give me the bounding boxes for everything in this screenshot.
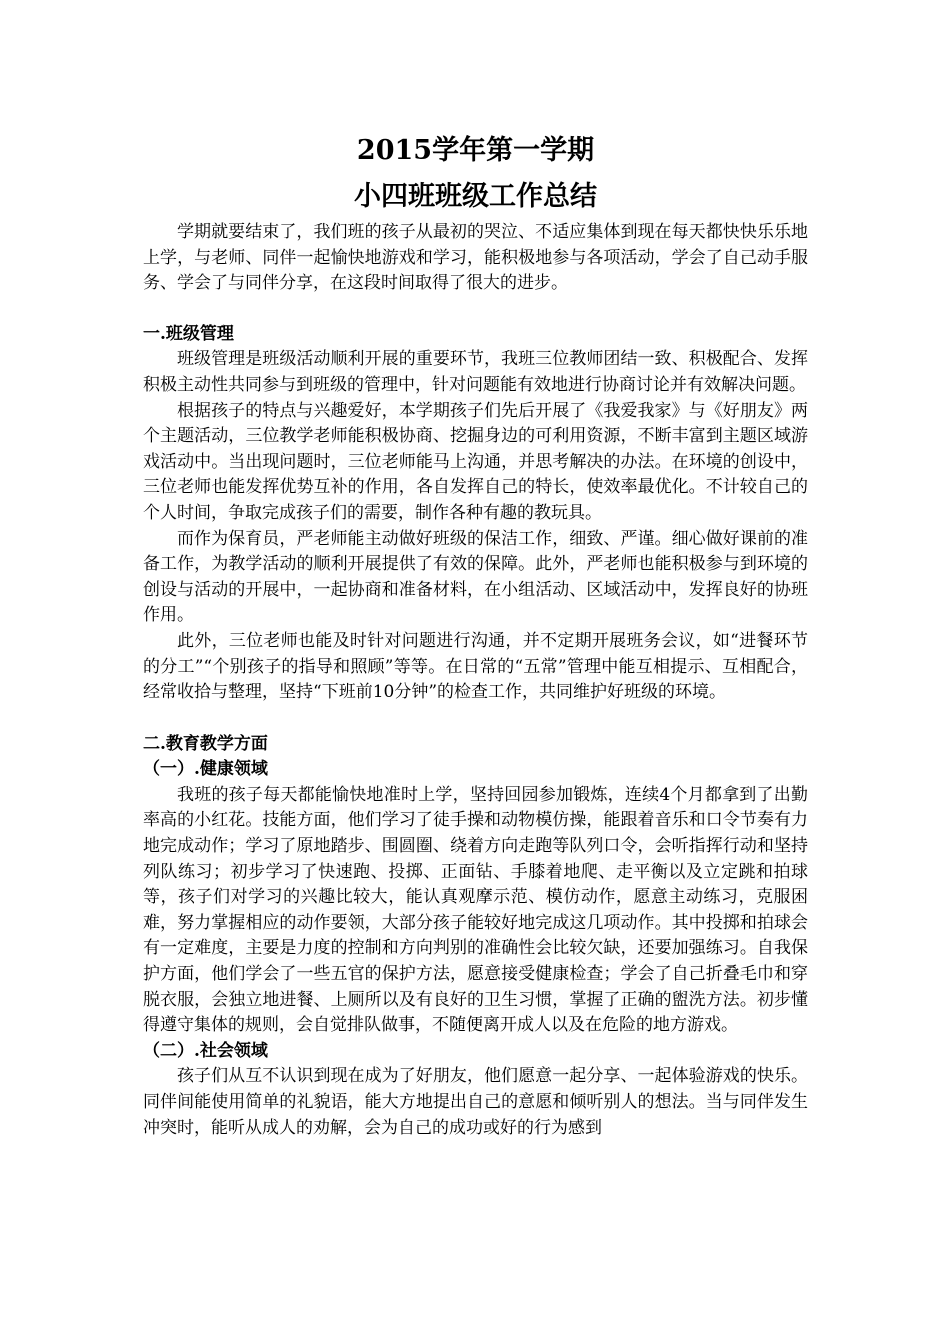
- section2-heading: 二.教育教学方面: [143, 733, 268, 754]
- spacer: [143, 706, 808, 732]
- section1-paragraph-2: 根据孩子的特点与兴趣爱好，本学期孩子们先后开展了《我爱我家》与《好朋友》两个主题活动，三位教学老师能积极协商、挖掘身边的可利用资源，不断丰富到主题区域游戏活动中。当出现问题时，三位老师能马上沟通，并思考解决的办法。在环境的创设中，三位老师也能发挥优势互补的作用，各自发挥自己的特长，使效率最优化。不计较自己的个人时间，争取完成孩子们的需要，制作各种有趣的教玩具。: [143, 400, 808, 523]
- subsection-social-heading: （二）.社会领域: [143, 1040, 268, 1061]
- subsection-health-paragraph: 我班的孩子每天都能愉快地准时上学，坚持回园参加锻炼，连续4个月都拿到了出勤率高的小红花。技能方面，他们学习了徒手操和动物模仿操，能跟着音乐和口令节奏有力地完成动作；学习了原地踏步、围圆圈、绕着方向走跑等队列口令，会听指挥行动和坚持列队练习；初步学习了快速跑、投掷、正面钻、手膝着地爬、走平衡以及立定跳和拍球等，孩子们对学习的兴趣比较大，能认真观摩示范、模仿动作，愿意主动练习，克服困难，努力掌握相应的动作要领，大部分孩子能较好地完成这几项动作。其中投掷和拍球会有一定难度，主要是力度的控制和方向判别的准确性会比较欠缺，还要加强练习。自我保护方面，他们学会了一些五官的保护方法，愿意接受健康检查；学会了自己折叠毛巾和穿脱衣服，会独立地进餐、上厕所以及有良好的卫生习惯，掌握了正确的盥洗方法。初步懂得遵守集体的规则，会自觉排队做事，不随便离开成人以及在危险的地方游戏。: [143, 784, 808, 1036]
- document-title-main: 小四班班级工作总结: [354, 181, 597, 212]
- section1-heading: 一.班级管理: [143, 323, 234, 344]
- section1-paragraph-3: 而作为保育员，严老师能主动做好班级的保洁工作，细致、严谨。细心做好课前的准备工作，为教学活动的顺利开展提供了有效的保障。此外，严老师也能积极参与到环境的创设与活动的开展中，一起协商和准备材料，在小组活动、区域活动中，发挥良好的协班作用。: [143, 528, 808, 626]
- subsection-health-heading: （一）.健康领域: [143, 759, 268, 780]
- spacer: [143, 297, 808, 322]
- section1-paragraph-4: 此外，三位老师也能及时针对问题进行沟通，并不定期开展班务会议，如“进餐环节的分工”“个别孩子的指导和照顾”等等。在日常的“五常”管理中能互相提示、互相配合，经常收拾与整理，坚持“下班前10分钟”的检查工作，共同维护好班级的环境。: [143, 630, 808, 703]
- subsection-social-paragraph: 孩子们从互不认识到现在成为了好朋友，他们愿意一起分享、一起体验游戏的快乐。同伴间能使用简单的礼貌语，能大方地提出自己的意愿和倾听别人的想法。当与同伴发生冲突时，能听从成人的劝解，会为自己的成功或好的行为感到: [143, 1066, 808, 1138]
- section1-paragraph-1: 班级管理是班级活动顺利开展的重要环节，我班三位教师团结一致、积极配合、发挥积极主动性共同参与到班级的管理中，针对问题能有效地进行协商讨论并有效解决问题。: [143, 349, 808, 395]
- intro-paragraph: 学期就要结束了，我们班的孩子从最初的哭泣、不适应集体到现在每天都快快乐乐地上学，与老师、同伴一起愉快地游戏和学习，能积极地参与各项活动，学会了自己动手服务、学会了与同伴分享，在这段时间取得了很大的进步。: [143, 222, 808, 294]
- document-title-year: 2015学年第一学期: [356, 135, 595, 166]
- document-page: [143, 128, 808, 1141]
